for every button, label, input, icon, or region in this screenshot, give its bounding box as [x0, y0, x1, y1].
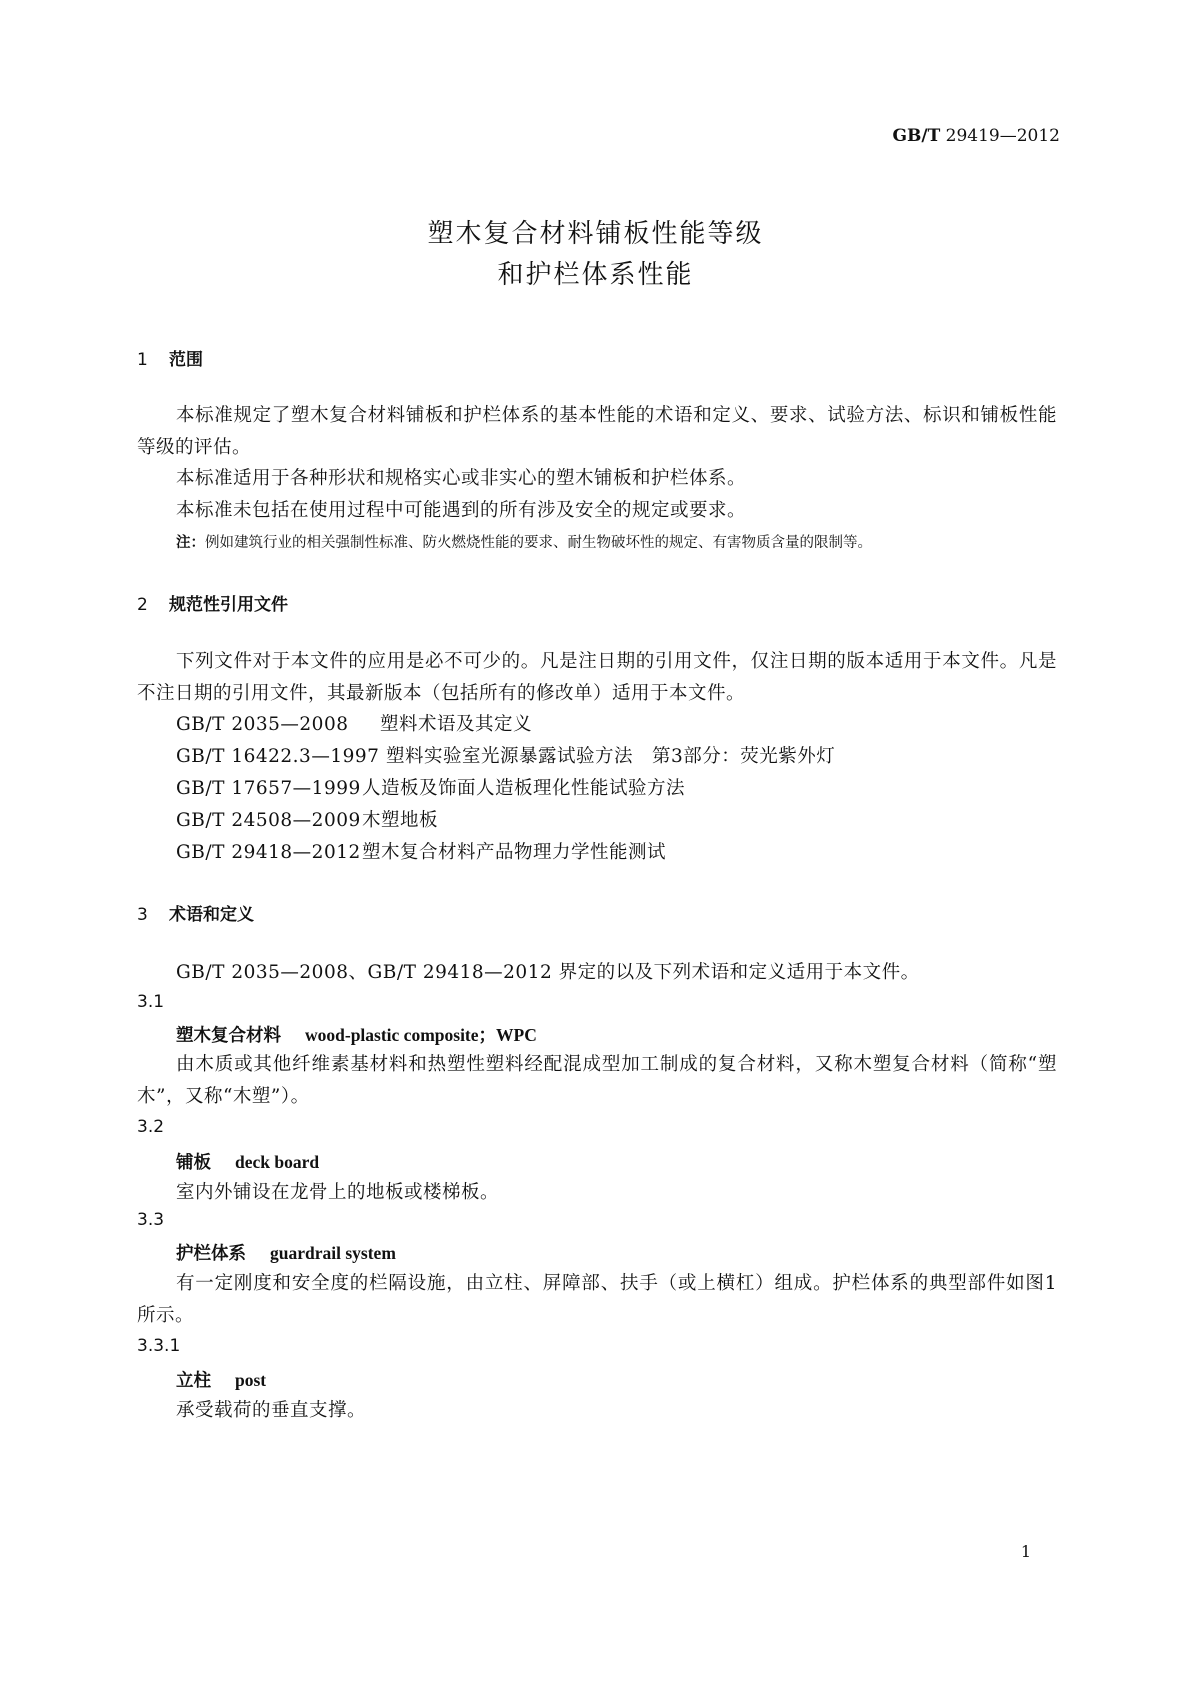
document-title-line1: 塑木复合材料铺板性能等级 [427, 219, 764, 249]
term-en: deck board [235, 1152, 320, 1172]
page-number: 1 [1020, 1542, 1031, 1561]
normative-refs-intro: 下列文件对于本文件的应用是必不可少的。凡是注日期的引用文件，仅注日期的版本适用于本文件。凡是不注日期的引用文件，其最新版本（包括所有的修改单）适用于本文件。 [137, 651, 1057, 704]
note-label: 注： [176, 534, 205, 551]
reference-code: GB/T 24508—2009 [176, 810, 361, 831]
section-2-heading [137, 590, 288, 615]
term-definition: 由木质或其他纤维素基材料和热塑性塑料经配混成型加工制成的复合材料，又称木塑复合材料（简称“塑木”，又称“木塑”）。 [137, 1054, 1057, 1107]
section-3-heading [137, 900, 254, 925]
reference-code: GB/T 2035—2008 [176, 714, 349, 735]
section-1-heading [137, 345, 203, 370]
section-number: 3 [137, 905, 148, 925]
section-title: 范围 [169, 350, 203, 370]
reference-title: 塑木复合材料产品物理力学性能测试 [362, 842, 667, 863]
term-zh: 铺板 [176, 1153, 211, 1173]
section-number: 2 [137, 595, 148, 615]
term-definition: 室内外铺设在龙骨上的地板或楼梯板。 [176, 1182, 500, 1203]
reference-code: GB/T 17657—1999 [176, 778, 361, 799]
clause-number: 3.3.1 [137, 1336, 181, 1356]
clause-number: 3.1 [137, 992, 165, 1012]
reference-code: GB/T 29418—2012 [176, 842, 361, 863]
document-title-line2: 和护栏体系性能 [497, 260, 694, 290]
standard-code [893, 126, 1061, 146]
term-definition: 有一定刚度和安全度的栏隔设施，由立柱、屏障部、扶手（或上横杠）组成。护栏体系的典型部件如图1所示。 [137, 1273, 1057, 1326]
reference-title: 人造板及饰面人造板理化性能试验方法 [362, 778, 686, 799]
term-en: post [235, 1370, 267, 1390]
reference-title: 塑料实验室光源暴露试验方法 第3部分：荧光紫外灯 [386, 746, 836, 767]
scope-paragraph-2: 本标准适用于各种形状和规格实心或非实心的塑木铺板和护栏体系。 [176, 468, 747, 489]
reference-item [176, 742, 835, 768]
reference-item [176, 710, 532, 736]
term-zh: 立柱 [176, 1371, 211, 1391]
scope-paragraph-3: 本标准未包括在使用过程中可能遇到的所有涉及安全的规定或要求。 [176, 500, 747, 521]
terms-intro: GB/T 2035—2008、GB/T 29418—2012 界定的以及下列术语和定义适用于本文件。 [176, 962, 920, 983]
note-text: 例如建筑行业的相关强制性标准、防火燃烧性能的要求、耐生物破坏性的规定、有害物质含量的限制等。 [205, 535, 872, 551]
term-entry [176, 1240, 396, 1265]
term-definition: 承受载荷的垂直支撑。 [176, 1400, 367, 1421]
term-entry [176, 1022, 537, 1047]
section-title: 规范性引用文件 [169, 595, 288, 615]
term-en: guardrail system [270, 1243, 396, 1263]
section-number: 1 [137, 350, 148, 370]
reference-title: 塑料术语及其定义 [380, 714, 533, 735]
term-entry [176, 1149, 319, 1174]
clause-number: 3.2 [137, 1117, 165, 1137]
reference-item [176, 806, 438, 832]
reference-item [176, 774, 685, 800]
term-en: wood-plastic composite；WPC [305, 1025, 537, 1045]
scope-paragraph-1: 本标准规定了塑木复合材料铺板和护栏体系的基本性能的术语和定义、要求、试验方法、标识和铺板性能等级的评估。 [137, 405, 1057, 458]
scope-note [176, 531, 872, 552]
section-title: 术语和定义 [169, 905, 254, 925]
standard-number: 29419—2012 [945, 126, 1060, 146]
term-zh: 护栏体系 [176, 1244, 246, 1264]
term-entry [176, 1367, 266, 1392]
clause-number: 3.3 [137, 1210, 165, 1230]
term-zh: 塑木复合材料 [176, 1026, 281, 1046]
reference-title: 木塑地板 [362, 810, 439, 831]
reference-item [176, 838, 666, 864]
standard-prefix: GB/T [892, 126, 941, 146]
reference-code: GB/T 16422.3—1997 [176, 746, 380, 767]
